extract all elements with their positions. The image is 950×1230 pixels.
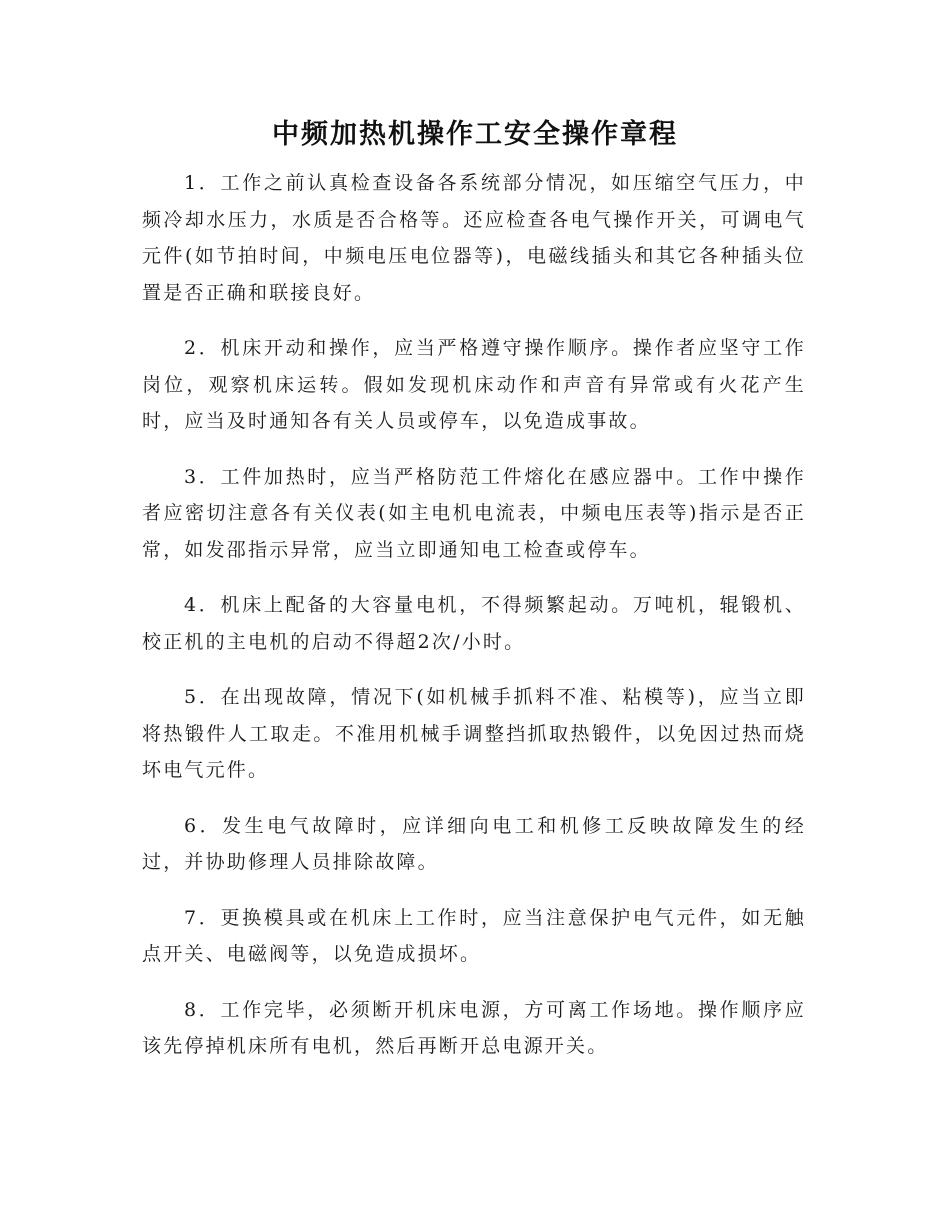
paragraph-4: 4．机床上配备的大容量电机，不得频繁起动。万吨机，辊锻机、校正机的主电机的启动不得超2次/小时。 [142,594,806,653]
paragraph-5: 5．在出现故障，情况下(如机械手抓料不准、粘模等)，应当立即将热锻件人工取走。不准用机械手调整挡抓取热锻件，以免因过热而烧坏电气元件。 [142,686,806,781]
paragraph-1: 1．工作之前认真检查设备各系统部分情况，如压缩空气压力，中频冷却水压力，水质是否合格等。还应检查各电气操作开关，可调电气元件(如节拍时间，中频电压电位器等)，电磁线插头和其它各种插头位置是否正确和联接良好。 [142,172,806,304]
document-title: 中频加热机操作工安全操作章程 [272,119,678,150]
document-body [142,165,806,1084]
paragraph-6: 6．发生电气故障时，应详细向电工和机修工反映故障发生的经过，并协助修理人员排除故障。 [142,814,806,873]
paragraph-2: 2．机床开动和操作，应当严格遵守操作顺序。操作者应坚守工作岗位，观察机床运转。假如发现机床动作和声音有异常或有火花产生时，应当及时通知各有关人员或停车，以免造成事故。 [142,337,806,432]
paragraph-3: 3．工件加热时，应当严格防范工件熔化在感应器中。工作中操作者应密切注意各有关仪表(如主电机电流表，中频电压表等)指示是否正常，如发邵指示异常，应当立即通知电工检查或停车。 [142,465,806,561]
paragraph-7: 7．更换模具或在机床上工作时，应当注意保护电气元件，如无触点开关、电磁阀等，以免造成损坏。 [142,906,806,965]
paragraph-8: 8．工作完毕，必须断开机床电源，方可离工作场地。操作顺序应该先停掉机床所有电机，然后再断开总电源开关。 [142,998,806,1057]
